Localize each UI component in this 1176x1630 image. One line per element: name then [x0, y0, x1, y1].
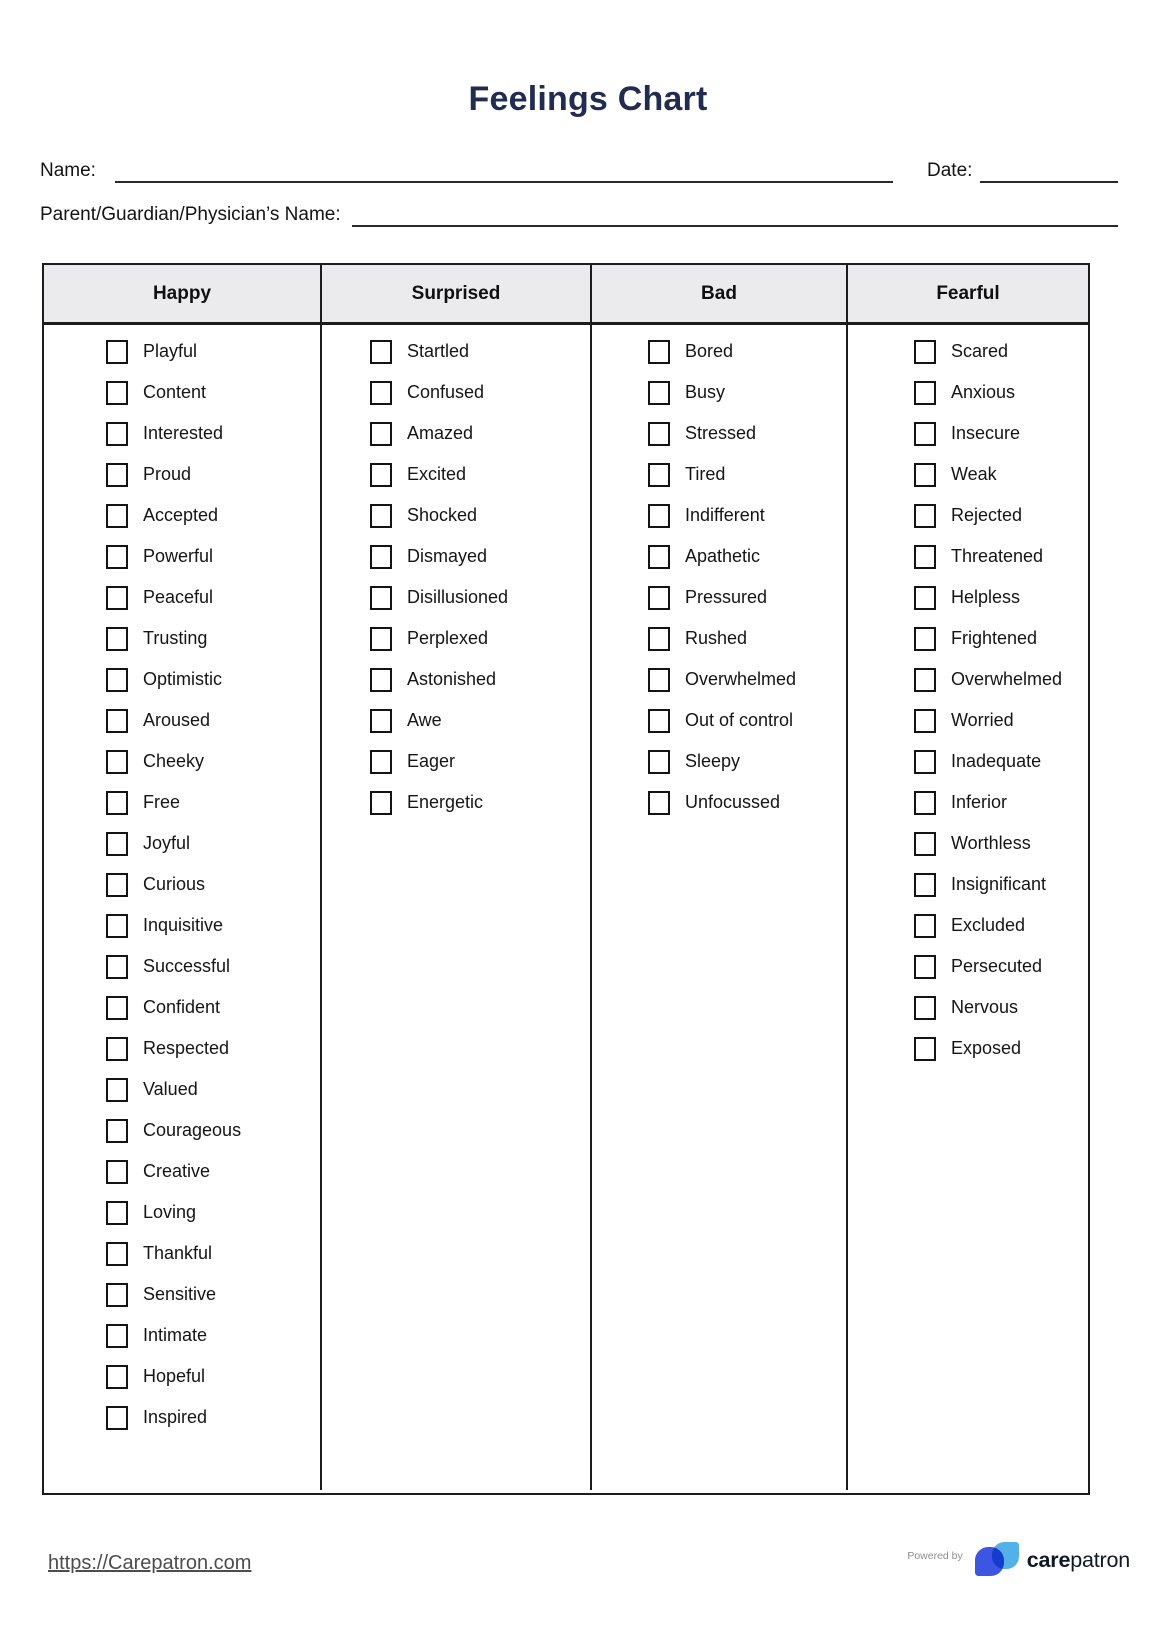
feeling-checkbox[interactable]	[106, 996, 128, 1020]
feeling-item	[370, 782, 590, 823]
feeling-label: Perplexed	[407, 628, 489, 648]
powered-by-label: Powered by	[907, 1550, 963, 1562]
column-header-surprised: Surprised	[322, 265, 592, 322]
feeling-item	[914, 946, 1088, 987]
feeling-label: Worried	[951, 710, 1014, 730]
feeling-label: Bored	[685, 341, 734, 361]
feelings-table	[42, 263, 1090, 1495]
feeling-label: Inquisitive	[143, 915, 224, 935]
feeling-item	[370, 331, 590, 372]
feeling-label: Insecure	[951, 423, 1021, 443]
feeling-label: Successful	[143, 956, 231, 976]
feeling-item	[648, 659, 846, 700]
feeling-checkbox[interactable]	[370, 791, 392, 815]
feeling-item	[648, 536, 846, 577]
feeling-item	[648, 782, 846, 823]
feeling-label: Optimistic	[143, 669, 223, 689]
feeling-label: Overwhelmed	[685, 669, 797, 689]
feeling-item	[106, 1028, 320, 1069]
feeling-item	[914, 495, 1088, 536]
feeling-checkbox[interactable]	[106, 750, 128, 774]
column-header-bad: Bad	[592, 265, 848, 322]
feeling-checkbox[interactable]	[648, 340, 670, 364]
feeling-label: Eager	[407, 751, 456, 771]
parent-guardian-blank-line	[352, 225, 1118, 227]
feeling-checkbox[interactable]	[648, 463, 670, 487]
feeling-checkbox[interactable]	[648, 422, 670, 446]
feeling-checkbox[interactable]	[106, 1283, 128, 1307]
feeling-item	[914, 577, 1088, 618]
feeling-checkbox[interactable]	[914, 586, 936, 610]
feeling-item	[914, 659, 1088, 700]
feeling-checkbox[interactable]	[914, 873, 936, 897]
feeling-item	[106, 741, 320, 782]
feeling-label: Anxious	[951, 382, 1016, 402]
feeling-checkbox[interactable]	[648, 668, 670, 692]
feeling-label: Apathetic	[685, 546, 761, 566]
feeling-checkbox[interactable]	[106, 1037, 128, 1061]
feeling-checkbox[interactable]	[106, 586, 128, 610]
feeling-item	[106, 1274, 320, 1315]
feeling-item	[648, 700, 846, 741]
feeling-label: Inspired	[143, 1407, 208, 1427]
feeling-checkbox[interactable]	[914, 955, 936, 979]
table-header-row	[44, 265, 1088, 325]
feeling-label: Aroused	[143, 710, 211, 730]
feeling-item	[648, 577, 846, 618]
feeling-item	[648, 618, 846, 659]
feeling-item	[106, 331, 320, 372]
feeling-item	[106, 577, 320, 618]
feeling-item	[914, 987, 1088, 1028]
feeling-item	[914, 823, 1088, 864]
feeling-label: Awe	[407, 710, 442, 730]
feeling-checkbox[interactable]	[914, 463, 936, 487]
feeling-label: Curious	[143, 874, 206, 894]
feeling-label: Intimate	[143, 1325, 208, 1345]
column-fearful	[848, 325, 1088, 1490]
feeling-item	[106, 1397, 320, 1438]
column-surprised	[322, 325, 592, 1490]
feeling-label: Sensitive	[143, 1284, 217, 1304]
feeling-checkbox[interactable]	[370, 627, 392, 651]
feeling-label: Powerful	[143, 546, 214, 566]
feeling-item	[106, 1069, 320, 1110]
feeling-item	[106, 454, 320, 495]
feeling-checkbox[interactable]	[648, 709, 670, 733]
feeling-checkbox[interactable]	[648, 545, 670, 569]
feeling-label: Out of control	[685, 710, 794, 730]
feeling-checkbox[interactable]	[914, 340, 936, 364]
feeling-item	[106, 782, 320, 823]
feeling-item	[370, 454, 590, 495]
feeling-checkbox[interactable]	[106, 1201, 128, 1225]
feeling-item	[648, 495, 846, 536]
feeling-label: Inadequate	[951, 751, 1042, 771]
feeling-checkbox[interactable]	[914, 627, 936, 651]
feeling-label: Trusting	[143, 628, 208, 648]
feeling-label: Dismayed	[407, 546, 488, 566]
feeling-label: Accepted	[143, 505, 219, 525]
feeling-checkbox[interactable]	[648, 504, 670, 528]
feeling-checkbox[interactable]	[914, 668, 936, 692]
column-header-happy: Happy	[44, 265, 322, 322]
feeling-item	[914, 905, 1088, 946]
feeling-label: Energetic	[407, 792, 484, 812]
parent-guardian-label: Parent/Guardian/Physician’s Name:	[40, 204, 341, 225]
feeling-item	[914, 454, 1088, 495]
feeling-checkbox[interactable]	[370, 422, 392, 446]
feeling-label: Courageous	[143, 1120, 242, 1140]
feeling-label: Rejected	[951, 505, 1023, 525]
feeling-item	[370, 577, 590, 618]
feeling-label: Insignificant	[951, 874, 1047, 894]
powered-by-brand	[907, 1542, 1130, 1578]
logo-light-bubble-icon	[992, 1542, 1019, 1569]
feeling-item	[106, 1315, 320, 1356]
feeling-label: Peaceful	[143, 587, 214, 607]
feeling-item	[370, 413, 590, 454]
feeling-item	[106, 495, 320, 536]
feeling-checkbox[interactable]	[106, 504, 128, 528]
carepatron-wordmark	[1027, 1548, 1130, 1573]
feeling-checkbox[interactable]	[914, 381, 936, 405]
feeling-checkbox[interactable]	[914, 504, 936, 528]
carepatron-link[interactable]: https://Carepatron.com	[48, 1552, 252, 1574]
column-happy	[44, 325, 322, 1490]
feeling-checkbox[interactable]	[106, 791, 128, 815]
feeling-label: Pressured	[685, 587, 768, 607]
feeling-label: Proud	[143, 464, 192, 484]
feeling-checkbox[interactable]	[106, 1078, 128, 1102]
feeling-label: Joyful	[143, 833, 191, 853]
feeling-checkbox[interactable]	[914, 709, 936, 733]
column-header-fearful: Fearful	[936, 282, 1000, 304]
feeling-item	[106, 618, 320, 659]
feeling-label: Rushed	[685, 628, 748, 648]
feeling-checkbox[interactable]	[106, 1406, 128, 1430]
feeling-checkbox[interactable]	[914, 791, 936, 815]
feeling-label: Worthless	[951, 833, 1031, 853]
feeling-label: Amazed	[407, 423, 474, 443]
feeling-label: Tired	[685, 464, 726, 484]
feeling-item	[370, 618, 590, 659]
feeling-label: Inferior	[951, 792, 1008, 812]
feeling-item	[106, 823, 320, 864]
brand-care: care	[1026, 1547, 1071, 1572]
feeling-checkbox[interactable]	[370, 504, 392, 528]
feeling-item	[648, 331, 846, 372]
feeling-checkbox[interactable]	[106, 873, 128, 897]
feeling-item	[106, 1356, 320, 1397]
feeling-checkbox[interactable]	[648, 750, 670, 774]
feeling-item	[106, 659, 320, 700]
carepatron-logo-icon	[975, 1542, 1019, 1578]
feeling-item	[106, 1110, 320, 1151]
feeling-checkbox[interactable]	[370, 750, 392, 774]
feeling-item	[370, 372, 590, 413]
feeling-checkbox[interactable]	[648, 791, 670, 815]
feeling-label: Unfocussed	[685, 792, 781, 812]
feeling-label: Frightened	[951, 628, 1038, 648]
feeling-label: Overwhelmed	[951, 669, 1063, 689]
feeling-checkbox[interactable]	[370, 545, 392, 569]
feeling-item	[914, 741, 1088, 782]
feeling-item	[106, 905, 320, 946]
feeling-checkbox[interactable]	[106, 381, 128, 405]
feeling-checkbox[interactable]	[106, 832, 128, 856]
feeling-label: Persecuted	[951, 956, 1043, 976]
feeling-label: Startled	[407, 341, 470, 361]
feeling-checkbox[interactable]	[914, 832, 936, 856]
feeling-label: Nervous	[951, 997, 1019, 1017]
feeling-label: Scared	[951, 341, 1009, 361]
feeling-checkbox[interactable]	[914, 422, 936, 446]
feeling-checkbox[interactable]	[370, 668, 392, 692]
feeling-label: Free	[143, 792, 181, 812]
feeling-checkbox[interactable]	[106, 340, 128, 364]
feeling-label: Content	[143, 382, 207, 402]
feeling-label: Valued	[143, 1079, 198, 1099]
feeling-label: Respected	[143, 1038, 230, 1058]
feeling-item	[914, 331, 1088, 372]
feeling-label: Exposed	[951, 1038, 1022, 1058]
feeling-item	[106, 864, 320, 905]
feeling-checkbox[interactable]	[914, 914, 936, 938]
feeling-label: Cheeky	[143, 751, 205, 771]
feeling-item	[106, 536, 320, 577]
feeling-item	[370, 659, 590, 700]
feeling-checkbox[interactable]	[648, 381, 670, 405]
feeling-checkbox[interactable]	[370, 586, 392, 610]
feeling-label: Weak	[951, 464, 997, 484]
feeling-checkbox[interactable]	[370, 381, 392, 405]
feeling-label: Excluded	[951, 915, 1026, 935]
feeling-item	[106, 987, 320, 1028]
feeling-checkbox[interactable]	[648, 627, 670, 651]
feeling-checkbox[interactable]	[648, 586, 670, 610]
feeling-label: Disillusioned	[407, 587, 509, 607]
feeling-item	[914, 700, 1088, 741]
feeling-label: Confused	[407, 382, 485, 402]
feeling-label: Loving	[143, 1202, 197, 1222]
feeling-item	[106, 413, 320, 454]
feeling-item	[914, 372, 1088, 413]
brand-patron: patron	[1070, 1547, 1130, 1572]
feeling-checkbox[interactable]	[370, 709, 392, 733]
feeling-item	[370, 495, 590, 536]
feeling-item	[648, 454, 846, 495]
feeling-label: Helpless	[951, 587, 1021, 607]
feeling-checkbox[interactable]	[106, 709, 128, 733]
feeling-item	[648, 413, 846, 454]
name-label: Name:	[40, 160, 96, 181]
feeling-checkbox[interactable]	[914, 545, 936, 569]
feeling-label: Sleepy	[685, 751, 741, 771]
feeling-item	[106, 1233, 320, 1274]
feeling-label: Indifferent	[685, 505, 765, 525]
feeling-item	[648, 741, 846, 782]
feeling-label: Shocked	[407, 505, 478, 525]
feeling-checkbox[interactable]	[106, 1365, 128, 1389]
feeling-item	[648, 372, 846, 413]
feeling-label: Excited	[407, 464, 467, 484]
feeling-label: Hopeful	[143, 1366, 206, 1386]
name-blank-line	[115, 181, 893, 183]
feeling-item	[106, 946, 320, 987]
feeling-item	[914, 864, 1088, 905]
feeling-checkbox[interactable]	[106, 955, 128, 979]
feeling-label: Threatened	[951, 546, 1044, 566]
feeling-label: Confident	[143, 997, 221, 1017]
feeling-checkbox[interactable]	[914, 1037, 936, 1061]
feeling-item	[914, 1028, 1088, 1069]
feeling-checkbox[interactable]	[914, 996, 936, 1020]
feeling-checkbox[interactable]	[106, 914, 128, 938]
feeling-label: Playful	[143, 341, 198, 361]
feeling-item	[370, 700, 590, 741]
feeling-item	[914, 618, 1088, 659]
feeling-label: Stressed	[685, 423, 757, 443]
feeling-item	[914, 782, 1088, 823]
feeling-item	[914, 413, 1088, 454]
feeling-checkbox[interactable]	[106, 545, 128, 569]
date-blank-line	[980, 181, 1118, 183]
feeling-checkbox[interactable]	[106, 1160, 128, 1184]
date-label: Date:	[927, 160, 973, 181]
feeling-item	[914, 536, 1088, 577]
feeling-checkbox[interactable]	[370, 340, 392, 364]
feeling-label: Interested	[143, 423, 224, 443]
feeling-item	[106, 1151, 320, 1192]
feeling-label: Thankful	[143, 1243, 213, 1263]
feeling-checkbox[interactable]	[106, 627, 128, 651]
feeling-checkbox[interactable]	[106, 463, 128, 487]
feeling-label: Busy	[685, 382, 726, 402]
feeling-item	[106, 700, 320, 741]
feeling-checkbox[interactable]	[106, 668, 128, 692]
column-bad	[592, 325, 848, 1490]
feeling-label: Astonished	[407, 669, 497, 689]
feeling-checkbox[interactable]	[106, 1324, 128, 1348]
feeling-checkbox[interactable]	[914, 750, 936, 774]
feeling-item	[106, 1192, 320, 1233]
feeling-checkbox[interactable]	[106, 422, 128, 446]
feeling-item	[106, 372, 320, 413]
feeling-item	[370, 536, 590, 577]
feeling-checkbox[interactable]	[106, 1119, 128, 1143]
feeling-item	[370, 741, 590, 782]
table-body-row	[44, 325, 1088, 1490]
page-title: Feelings Chart	[468, 80, 708, 118]
feeling-checkbox[interactable]	[106, 1242, 128, 1266]
feeling-checkbox[interactable]	[370, 463, 392, 487]
feeling-label: Creative	[143, 1161, 211, 1181]
